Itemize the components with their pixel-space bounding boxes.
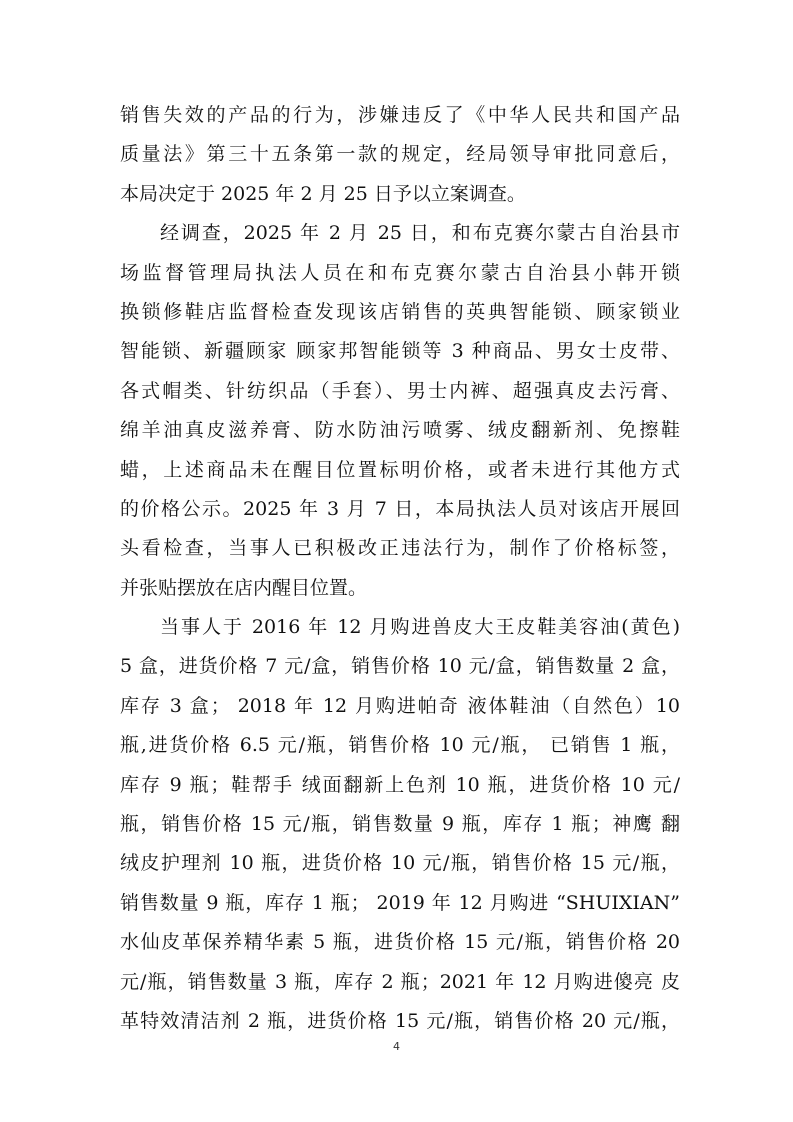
- text-line: 并张贴摆放在店内醒目位置。: [120, 576, 368, 599]
- text-line: 5 盒，进货价格 7 元/盒，销售价格 10 元/盒，销售数量 2 盒，: [120, 655, 680, 678]
- text-line: 场监督管理局执法人员在和布克赛尔蒙古自治县小韩开锁: [120, 261, 680, 284]
- text-line: 瓶,进货价格 6.5 元/瓶，销售价格 10 元/瓶， 已销售 1 瓶，: [120, 734, 680, 757]
- text-line: 质量法》第三十五条第一款的规定，经局领导审批同意后，: [120, 143, 680, 166]
- paragraph-purchase-records: [120, 608, 680, 1041]
- text-line: 换锁修鞋店监督检查发现该店销售的英典智能锁、顾家锁业: [120, 300, 680, 323]
- page-number: 4: [393, 1040, 400, 1053]
- text-line: 库存 9 瓶；鞋帮手 绒面翻新上色剂 10 瓶，进货价格 10 元/: [120, 773, 680, 796]
- text-line: 革特效清洁剂 2 瓶，进货价格 15 元/瓶，销售价格 20 元/瓶，: [120, 1009, 680, 1032]
- text-line: 本局决定于 2025 年 2 月 25 日予以立案调查。: [120, 182, 526, 205]
- text-line: 的价格公示。2025 年 3 月 7 日，本局执法人员对该店开展回: [120, 497, 680, 520]
- text-line: 销售数量 9 瓶，库存 1 瓶； 2019 年 12 月购进 “SHUIXIAN”: [120, 891, 680, 914]
- text-line: 经调查，2025 年 2 月 25 日，和布克赛尔蒙古自治县市: [160, 222, 680, 245]
- paragraph-investigation: [120, 214, 680, 608]
- paragraph-case-filing: [120, 96, 680, 214]
- text-line: 当事人于 2016 年 12 月购进兽皮大王皮鞋美容油(黄色): [160, 616, 680, 639]
- text-line: 绵羊油真皮滋养膏、防水防油污喷雾、绒皮翻新剂、免擦鞋: [120, 419, 680, 442]
- text-line: 瓶，销售价格 15 元/瓶，销售数量 9 瓶，库存 1 瓶；神鹰 翻: [120, 813, 680, 836]
- document-body: [120, 96, 680, 1041]
- text-line: 智能锁、新疆顾家 顾家邦智能锁等 3 种商品、男女士皮带、: [120, 340, 680, 363]
- text-line: 头看检查，当事人已积极改正违法行为，制作了价格标签，: [120, 537, 680, 560]
- text-line: 水仙皮革保养精华素 5 瓶，进货价格 15 元/瓶，销售价格 20: [120, 931, 680, 954]
- text-line: 库存 3 盒； 2018 年 12 月购进帕奇 液体鞋油（自然色）10: [120, 694, 680, 717]
- text-line: 元/瓶，销售数量 3 瓶，库存 2 瓶；2021 年 12 月购进傻亮 皮: [120, 970, 680, 993]
- text-line: 绒皮护理剂 10 瓶，进货价格 10 元/瓶，销售价格 15 元/瓶，: [120, 852, 680, 875]
- text-line: 销售失效的产品的行为，涉嫌违反了《中华人民共和国产品: [120, 104, 680, 126]
- text-line: 蜡，上述商品未在醒目位置标明价格，或者未进行其他方式: [120, 458, 680, 481]
- text-line: 各式帽类、针纺织品（手套）、男士内裤、超强真皮去污膏、: [120, 379, 680, 402]
